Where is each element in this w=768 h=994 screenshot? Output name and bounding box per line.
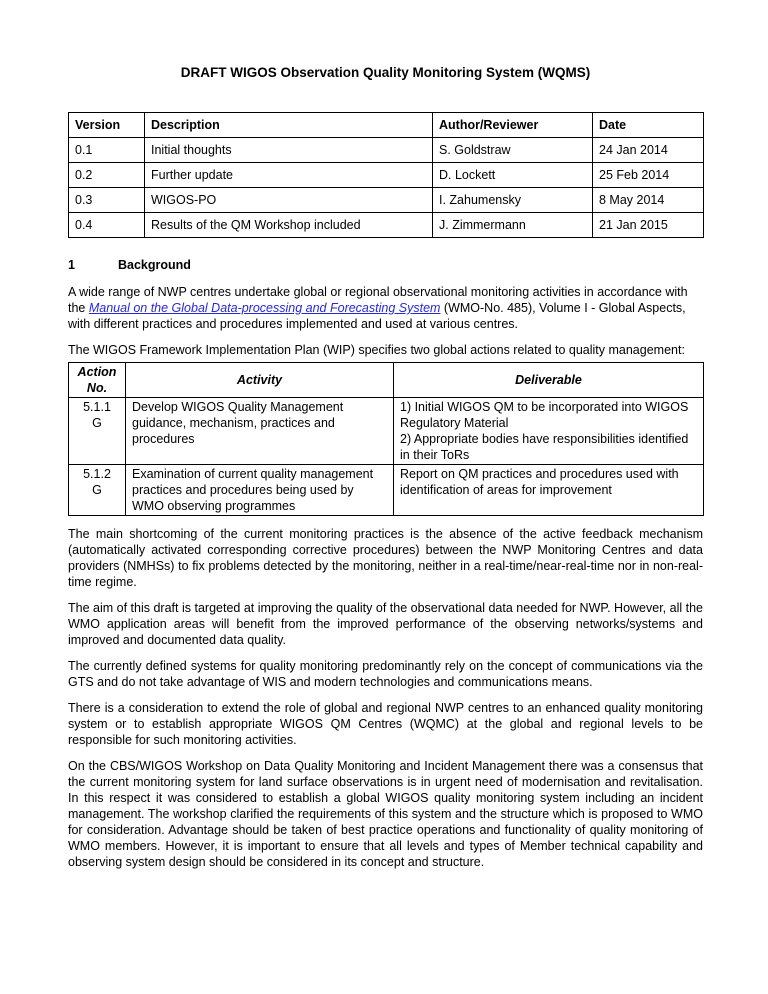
deliverable-item: 2) Appropriate bodies have responsibilities identified in their ToRs: [400, 432, 689, 462]
deliverable-column-header: Deliverable: [394, 363, 704, 398]
paragraph-text: A wide range of NWP centres undertake global or regional observational monitoring activities in accordance with the: [68, 285, 688, 315]
activity-cell: Develop WIGOS Quality Management guidance, mechanism, practices and procedures: [126, 398, 394, 465]
paragraph-consideration: There is a consideration to extend the role of global and regional NWP centres to an enhanced quality monitoring system or to establish appropriate WIGOS QM Centres (WQMC) at the global and regional levels to be responsible for such monitoring activities.: [68, 701, 703, 747]
activity-column-header: Activity: [126, 363, 394, 398]
deliverable-item: 1) Initial WIGOS QM to be incorporated into WIGOS Regulatory Material: [400, 400, 689, 430]
table-row: [69, 465, 704, 516]
table-row: [69, 398, 704, 465]
author-cell: S. Goldstraw: [433, 138, 593, 163]
date-cell: 25 Feb 2014: [593, 163, 704, 188]
deliverable-item: Report on QM practices and procedures used with identification of areas for improvement: [400, 467, 679, 497]
date-cell: 8 May 2014: [593, 188, 704, 213]
version-cell: 0.1: [69, 138, 145, 163]
action-no-line: G: [92, 416, 102, 430]
action-no-line: 5.1.1: [83, 400, 111, 414]
action-no-line: 5.1.2: [83, 467, 111, 481]
manual-gdpfs-link[interactable]: Manual on the Global Data-processing and Forecasting System: [88, 301, 441, 315]
paragraph-cbs-wigos-workshop: On the CBS/WIGOS Workshop on Data Quality Monitoring and Incident Management there was a consensus that the current monitoring system for land surface observations is in urgent need of modernisation and revitalisation. In this respect it was considered to establish a global WIGOS quality monitoring system including an incident management. The workshop clarified the requirements of this system and the structure which is proposed to WMO for consideration. Advantage should be taken of best practice operations and functionality of quality monitoring of WMO members. However, it is important to ensure that all levels and types of Member technical capability and observing system design should be considered in its concept and structure.: [68, 759, 703, 869]
description-cell: Further update: [145, 163, 433, 188]
table-row: [69, 213, 704, 238]
version-column-header: Version: [69, 113, 145, 138]
deliverable-cell: [394, 465, 704, 516]
description-cell: WIGOS-PO: [145, 188, 433, 213]
date-cell: 24 Jan 2014: [593, 138, 704, 163]
action-no-cell: [69, 398, 126, 465]
version-history-table: [68, 112, 704, 238]
document-title: DRAFT WIGOS Observation Quality Monitoring System (WQMS): [180, 65, 591, 80]
action-no-cell: [69, 465, 126, 516]
table-row: [69, 138, 704, 163]
version-cell: 0.3: [69, 188, 145, 213]
section-heading-background: [68, 257, 703, 273]
version-table-header-row: [69, 113, 704, 138]
paragraph-nwp-centres: [68, 284, 703, 332]
description-cell: Results of the QM Workshop included: [145, 213, 433, 238]
description-cell: Initial thoughts: [145, 138, 433, 163]
wip-actions-table: [68, 362, 704, 516]
table-row: [69, 163, 704, 188]
actions-table-header-row: [69, 363, 704, 398]
activity-cell: Examination of current quality management practices and procedures being used by WMO observing programmes: [126, 465, 394, 516]
paragraph-wip-actions: The WIGOS Framework Implementation Plan (WIP) specifies two global actions related to quality management:: [68, 343, 685, 357]
table-row: [69, 188, 704, 213]
paragraph-aim-of-draft: The aim of this draft is targeted at improving the quality of the observational data needed for NWP. However, all the WMO application areas will benefit from the improved performance of the observing networks/systems and improved and documented data quality.: [68, 601, 703, 647]
action-no-line: G: [92, 483, 102, 497]
description-column-header: Description: [145, 113, 433, 138]
deliverable-cell: [394, 398, 704, 465]
date-cell: 21 Jan 2015: [593, 213, 704, 238]
author-cell: I. Zahumensky: [433, 188, 593, 213]
author-reviewer-column-header: Author/Reviewer: [433, 113, 593, 138]
author-cell: D. Lockett: [433, 163, 593, 188]
version-cell: 0.4: [69, 213, 145, 238]
section-number: 1: [68, 258, 75, 272]
date-column-header: Date: [593, 113, 704, 138]
author-cell: J. Zimmermann: [433, 213, 593, 238]
paragraph-current-systems: The currently defined systems for quality monitoring predominantly rely on the concept of communications via the GTS and do not take advantage of WIS and modern technologies and communications means.: [68, 659, 703, 689]
section-title: Background: [118, 258, 191, 272]
paragraph-text: (WMO-No. 485), Volume I - Global Aspects, with different practices and procedures implemented and used at various centres.: [68, 301, 686, 331]
paragraph-main-shortcoming: The main shortcoming of the current monitoring practices is the absence of the active feedback mechanism (automatically activated corresponding corrective procedures) between the NWP Monitoring Centres and data providers (NMHSs) to fix problems detected by the monitoring, neither in a real-time/near-real-time nor in non-real-time regime.: [68, 527, 703, 589]
action-no-column-header: Action No.: [69, 363, 126, 398]
version-cell: 0.2: [69, 163, 145, 188]
